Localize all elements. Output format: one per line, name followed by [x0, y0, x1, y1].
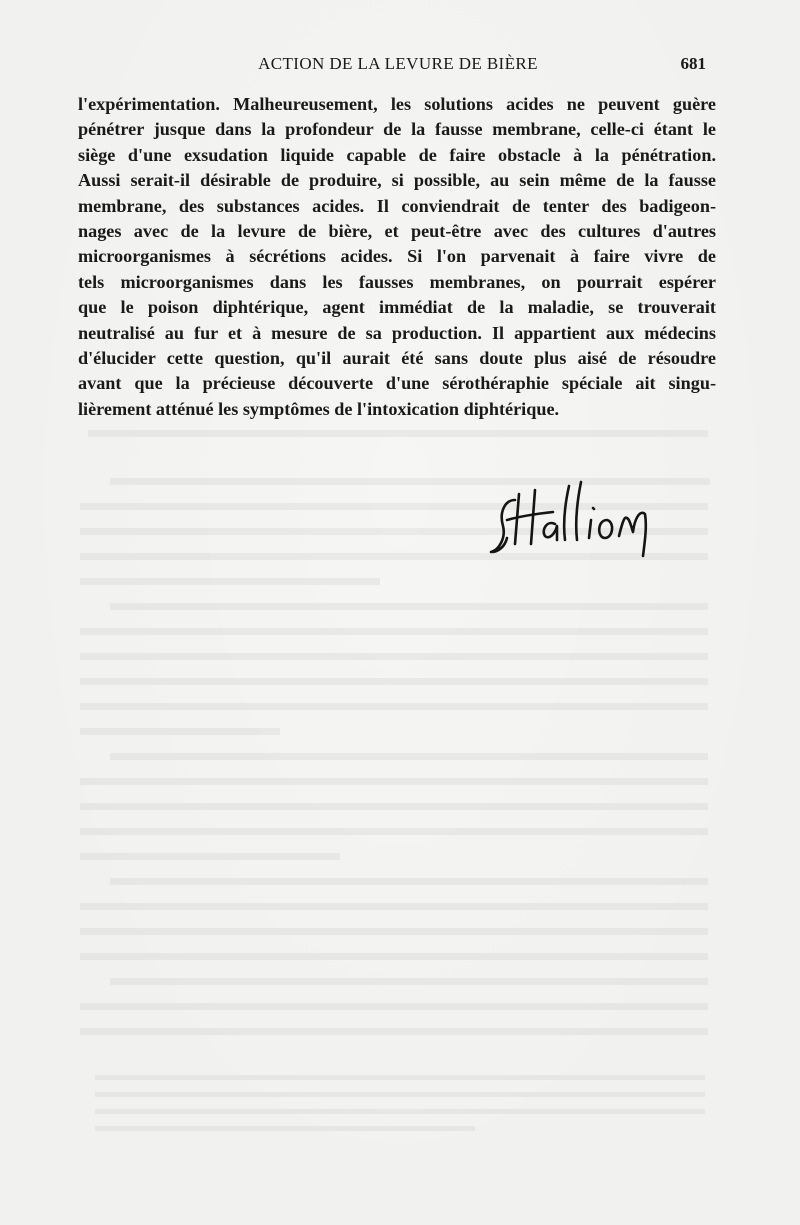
handwritten-signature: [485, 470, 685, 560]
running-title: ACTION DE LA LEVURE DE BIÈRE: [258, 54, 538, 73]
text-line: pénétrer jusque dans la profondeur de la fausse membrane, celle-ci étant le: [78, 119, 716, 140]
body-paragraph: [78, 92, 716, 422]
text-line: l'expérimentation. Malheureusement, les solutions acides ne peuvent guère: [78, 94, 716, 114]
text-line: tels microorganismes dans les fausses membranes, on pourrait espérer: [78, 271, 716, 292]
text-line: neutralisé au fur et à mesure de sa production. Il appartient aux médecins: [78, 322, 716, 343]
text-line: nages avec de la levure de bière, et peut-être avec des cultures d'autres: [78, 221, 716, 242]
running-header: [80, 52, 716, 76]
text-line: que le poison diphtérique, agent immédiat de la maladie, se trouverait: [78, 297, 716, 318]
page-number: 681: [680, 54, 706, 73]
text-line: lièrement atténué les symptômes de l'intoxication diphtérique.: [78, 398, 560, 419]
text-line: avant que la précieuse découverte d'une sérothéraphie spéciale ait singu-: [78, 373, 716, 394]
text-line: d'élucider cette question, qu'il aurait été sans doute plus aisé de résoudre: [78, 348, 716, 369]
text-line: siège d'une exsudation liquide capable de faire obstacle à la pénétration.: [78, 144, 716, 165]
text-line: Aussi serait-il désirable de produire, si possible, au sein même de la fausse: [78, 170, 716, 191]
text-line: membrane, des substances acides. Il conviendrait de tenter des badigeon-: [78, 195, 716, 216]
text-line: microorganismes à sécrétions acides. Si l'on parvenait à faire vivre de: [78, 246, 716, 267]
